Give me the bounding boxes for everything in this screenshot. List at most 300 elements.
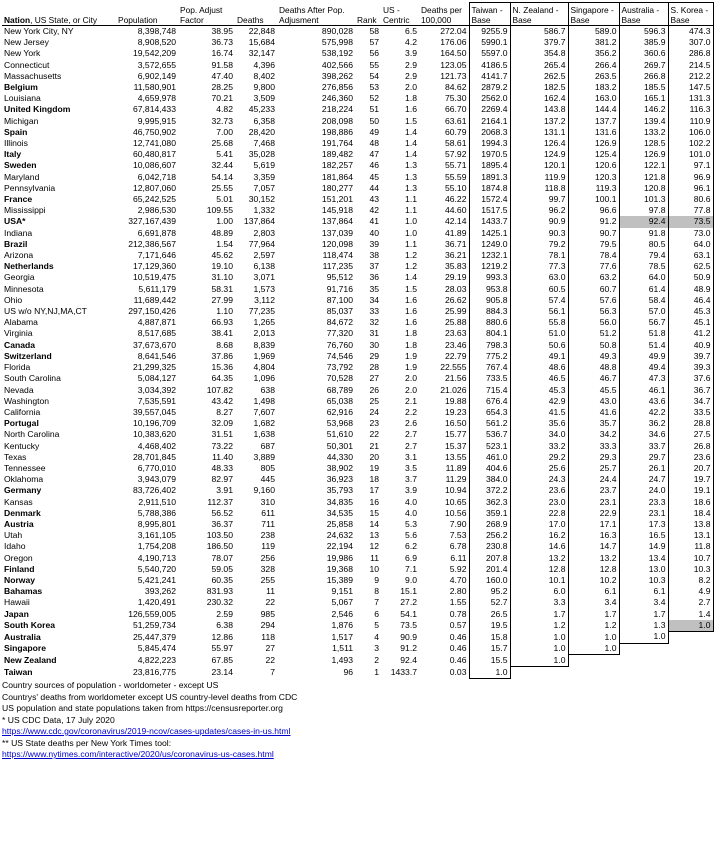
table-cell: 25.99 — [444, 306, 467, 317]
table-cell: 8.2 — [668, 575, 713, 586]
table-cell: 1517.5 — [469, 205, 510, 216]
table-cell: 11,580,901 — [133, 82, 176, 93]
table-row — [2, 429, 713, 440]
table-cell: 118.8 — [510, 183, 568, 194]
table-cell: 3,071 — [253, 272, 275, 283]
table-row — [2, 26, 713, 38]
table-cell: 45,233 — [248, 104, 275, 115]
table-cell: 654.3 — [469, 407, 510, 418]
table-cell: 51.0 — [510, 328, 568, 339]
header-row — [2, 3, 713, 26]
row-name: Mississippi — [4, 205, 46, 216]
table-cell: 8,641,546 — [137, 350, 176, 361]
table-cell: 266.4 — [568, 60, 619, 71]
table-cell: 17.0 — [510, 519, 568, 530]
table-cell: 1,573 — [253, 283, 275, 294]
table-cell: 137.2 — [510, 116, 568, 127]
row-name: Taiwan — [4, 666, 33, 677]
table-cell: 711 — [261, 518, 275, 529]
table-cell: 95.2 — [469, 586, 510, 597]
table-cell: 1219.2 — [469, 261, 510, 272]
table-cell: 2,013 — [253, 328, 275, 339]
table-cell: 9,151 — [331, 586, 353, 597]
header-rank: Rank — [355, 3, 381, 26]
table-cell: 25 — [369, 395, 379, 406]
table-cell: 6.2 — [405, 541, 417, 552]
table-cell: 164.50 — [440, 48, 467, 59]
table-cell: 2.0 — [405, 373, 417, 384]
table-cell: 21.026 — [440, 384, 467, 395]
table-cell: 379.7 — [510, 37, 568, 48]
table-cell: 62.5 — [668, 261, 713, 272]
table-cell: 77.3 — [510, 261, 568, 272]
table-cell: 28.03 — [444, 283, 467, 294]
table-cell: 55.97 — [211, 643, 233, 654]
table-cell: 7 — [374, 597, 379, 608]
table-row — [2, 497, 713, 508]
table-cell: 255 — [260, 574, 275, 585]
table-cell: 6.0 — [510, 586, 568, 597]
table-cell: 3.5 — [405, 462, 417, 473]
footnote-line[interactable] — [2, 726, 297, 738]
table-cell: 18 — [369, 474, 379, 485]
table-cell: 12.86 — [211, 631, 233, 642]
row-name: Italy — [4, 149, 22, 160]
table-row — [2, 351, 713, 362]
table-cell: 60,480,817 — [132, 149, 176, 160]
table-cell: 5.41 — [216, 149, 233, 160]
table-cell: 78.4 — [568, 250, 619, 261]
table-cell: 19.7 — [668, 474, 713, 485]
table-cell: 97.8 — [619, 205, 668, 216]
table-cell: 26.8 — [668, 441, 713, 452]
table-cell: 51,610 — [326, 429, 353, 440]
table-cell: 22 — [369, 429, 379, 440]
row-name: Spain — [4, 126, 28, 137]
covid-deaths-table — [2, 2, 714, 679]
table-cell: 266.8 — [619, 71, 668, 82]
table-cell: 5,084,127 — [137, 373, 176, 384]
table-cell: 79.5 — [568, 239, 619, 250]
table-cell: 7,535,591 — [137, 395, 176, 406]
table-row — [2, 620, 713, 632]
table-cell: 21,299,325 — [132, 362, 176, 373]
table-cell: 77.8 — [668, 205, 713, 216]
row-name: Sweden — [4, 160, 37, 171]
row-name: Utah — [4, 530, 23, 541]
table-cell: 70,528 — [326, 373, 353, 384]
table-cell: 91.2 — [400, 643, 417, 654]
table-cell: 58.31 — [211, 283, 233, 294]
table-cell: 8,908,520 — [137, 37, 176, 48]
table-cell: 9255.9 — [469, 26, 510, 38]
table-cell: 58.61 — [444, 138, 467, 149]
table-cell: 67,814,433 — [132, 104, 176, 115]
table-cell: 137.7 — [568, 116, 619, 127]
table-cell: 13.0 — [619, 564, 668, 575]
table-cell: 48.8 — [568, 362, 619, 373]
table-cell — [510, 667, 568, 679]
table-row — [2, 82, 713, 93]
table-cell: 39,557,045 — [132, 406, 176, 417]
table-cell: 27.5 — [668, 429, 713, 440]
table-cell: 73.5 — [668, 216, 713, 227]
table-cell: 182.5 — [510, 82, 568, 93]
table-cell: 42.9 — [510, 396, 568, 407]
table-cell: 15.1 — [400, 586, 417, 597]
table-cell: 53 — [369, 82, 379, 93]
table-cell: 10,086,607 — [132, 160, 176, 171]
table-row — [2, 149, 713, 160]
row-name: Florida — [4, 362, 31, 373]
table-cell: 55.8 — [510, 317, 568, 328]
table-cell: 121.73 — [440, 70, 467, 81]
table-cell: 5,540,720 — [137, 563, 176, 574]
table-cell: 2,986,530 — [137, 205, 176, 216]
footnotes — [2, 680, 297, 761]
table-cell: 34,535 — [326, 507, 353, 518]
table-cell: 119.3 — [568, 183, 619, 194]
table-cell: 28 — [369, 362, 379, 373]
row-name: South Korea — [4, 620, 56, 631]
table-cell: 63.2 — [568, 272, 619, 283]
table-cell: 13.4 — [619, 553, 668, 564]
table-row — [2, 564, 713, 575]
table-cell: 60.5 — [510, 284, 568, 295]
table-cell: 1.4 — [405, 126, 417, 137]
table-cell: 23.1 — [619, 508, 668, 519]
table-cell: 57.92 — [444, 149, 467, 160]
table-cell: 4,887,871 — [137, 317, 176, 328]
table-cell: 119 — [261, 541, 275, 552]
table-cell: 56.7 — [619, 317, 668, 328]
table-cell: 10.1 — [510, 575, 568, 586]
header-nation: Nation, US State, or City — [2, 3, 116, 26]
table-cell: 1895.4 — [469, 160, 510, 171]
table-cell — [668, 667, 713, 679]
table-cell: 32 — [369, 317, 379, 328]
table-cell: 0.57 — [449, 620, 467, 631]
table-cell: 30,152 — [248, 194, 275, 205]
row-name: Michigan — [4, 115, 39, 126]
table-cell: 16 — [369, 496, 379, 507]
table-cell: 7.90 — [449, 518, 467, 529]
table-cell: 11 — [370, 552, 379, 563]
table-cell: 28,420 — [248, 126, 275, 137]
table-cell: 5597.0 — [469, 48, 510, 59]
table-cell: 12.8 — [568, 564, 619, 575]
row-name: Bahamas — [4, 586, 43, 597]
table-cell: 56.3 — [568, 306, 619, 317]
table-cell: 5,611,179 — [138, 283, 176, 294]
table-cell: 65,242,525 — [132, 194, 176, 205]
table-cell: 1.4 — [668, 609, 713, 620]
table-cell: 163.0 — [568, 93, 619, 104]
table-cell: 831.93 — [206, 586, 233, 597]
table-cell: 96.2 — [510, 205, 568, 216]
table-cell: 56.1 — [510, 306, 568, 317]
table-cell: 13 — [369, 530, 379, 541]
table-cell: 2.80 — [449, 586, 467, 597]
table-cell: 137,864 — [243, 216, 275, 227]
table-cell: 32.44 — [211, 160, 233, 171]
table-cell: 0.78 — [449, 608, 467, 619]
table-cell: 2 — [374, 655, 379, 666]
table-cell: 1.10 — [216, 306, 233, 317]
table-row — [2, 441, 713, 452]
table-cell: 36.71 — [444, 238, 467, 249]
table-cell: 110.9 — [668, 116, 713, 127]
table-cell: 3.1 — [405, 451, 417, 462]
row-name: Portugal — [4, 418, 39, 429]
table-cell: 474.3 — [668, 26, 713, 38]
table-cell: 35.7 — [568, 418, 619, 429]
table-cell: 49 — [369, 126, 379, 137]
table-cell: 191,764 — [321, 138, 353, 149]
table-cell: 27 — [369, 373, 379, 384]
table-cell: 2.0 — [405, 384, 417, 395]
table-cell: 2.7 — [668, 597, 713, 608]
table-cell: 53,968 — [326, 418, 353, 429]
row-name: Netherlands — [4, 261, 54, 272]
header-deaths-adjusted: Deaths After Pop. Adjusment — [277, 3, 355, 26]
table-cell: 39.7 — [668, 351, 713, 362]
table-cell: 101.0 — [668, 149, 713, 160]
table-cell: 46,750,902 — [132, 126, 176, 137]
table-cell — [668, 655, 713, 667]
table-body — [2, 26, 713, 679]
table-cell: 3,161,105 — [137, 530, 176, 541]
table-cell: 586.7 — [510, 26, 568, 38]
table-cell: 1874.8 — [469, 183, 510, 194]
table-cell: 214.5 — [668, 60, 713, 71]
table-cell: 15 — [369, 507, 379, 518]
table-cell: 4,659,978 — [137, 93, 176, 104]
table-cell: 40 — [369, 227, 379, 238]
table-cell: 46.4 — [668, 295, 713, 306]
table-cell: 85,037 — [326, 306, 353, 317]
table-cell: 11,689,442 — [133, 294, 176, 305]
table-cell: 50,301 — [326, 440, 353, 451]
table-cell: 9 — [374, 574, 379, 585]
table-cell: 276,856 — [321, 82, 353, 93]
table-cell: 10,196,709 — [132, 418, 176, 429]
table-cell: 120.8 — [619, 183, 668, 194]
table-cell: 8,517,685 — [137, 328, 176, 339]
table-cell: 13.55 — [444, 451, 467, 462]
table-cell: 8.27 — [216, 406, 233, 417]
table-cell: 45.3 — [668, 306, 713, 317]
footnote-link[interactable]: https://www.cdc.gov/coronavirus/2019-ncov/cases-updates/cases-in-us.html — [2, 726, 291, 736]
table-cell: 55.10 — [444, 182, 467, 193]
table-cell: 1.1 — [405, 205, 417, 216]
table-cell: 22,848 — [248, 26, 275, 36]
footnote-link[interactable]: https://www.nytimes.com/interactive/2020/us/coronavirus-us-cases.html — [2, 749, 274, 759]
table-cell: 384.0 — [469, 474, 510, 485]
table-cell: 19,542,209 — [132, 48, 176, 59]
table-cell: 64.35 — [211, 373, 233, 384]
table-cell: 59.05 — [211, 563, 233, 574]
table-cell: 2.9 — [405, 70, 417, 81]
table-cell: 1425.1 — [469, 228, 510, 239]
table-cell: 13.2 — [568, 553, 619, 564]
table-cell: 3.91 — [216, 485, 233, 496]
table-cell: 1.4 — [405, 138, 417, 149]
table-cell: 120,098 — [321, 238, 353, 249]
table-cell: 2.7 — [405, 429, 417, 440]
table-cell — [619, 667, 668, 679]
table-cell: 137,864 — [321, 216, 353, 227]
table-cell: 16.50 — [444, 418, 467, 429]
table-row — [2, 172, 713, 183]
table-cell: 48 — [369, 138, 379, 149]
table-cell: 121.8 — [619, 172, 668, 183]
table-row — [2, 284, 713, 295]
table-cell: 15.7 — [469, 643, 510, 655]
table-cell: 77,235 — [248, 306, 275, 317]
row-name: Switzerland — [4, 350, 52, 361]
table-cell: 687 — [260, 440, 275, 451]
table-cell: 56 — [369, 48, 379, 59]
table-cell: 1.7 — [510, 609, 568, 620]
table-cell: 25.55 — [211, 182, 233, 193]
table-cell: 596.3 — [619, 26, 668, 38]
table-cell: 65,038 — [326, 395, 353, 406]
row-name: New York City, NY — [4, 26, 74, 36]
table-cell: 49.3 — [568, 351, 619, 362]
table-cell: 1.3 — [619, 620, 668, 632]
table-cell: 52 — [369, 93, 379, 104]
table-cell: 92.4 — [400, 655, 417, 666]
table-cell: 4,822,223 — [137, 655, 176, 666]
table-cell: 106.0 — [668, 127, 713, 138]
table-cell: 1.3 — [405, 160, 417, 171]
table-cell: 43.0 — [568, 396, 619, 407]
table-cell: 49.4 — [619, 362, 668, 373]
table-cell: 4,396 — [253, 59, 275, 70]
table-cell: 1.0 — [405, 216, 417, 227]
table-row — [2, 250, 713, 261]
table-cell: 1.8 — [405, 339, 417, 350]
table-cell: 15,389 — [326, 574, 353, 585]
table-row — [2, 183, 713, 194]
table-cell: 79.2 — [510, 239, 568, 250]
table-cell: 15.37 — [444, 440, 467, 451]
table-cell: 103.50 — [206, 530, 233, 541]
footnote-line: * US CDC Data, 17 July 2020 — [2, 714, 115, 725]
table-cell: 35.83 — [444, 261, 467, 272]
table-cell: 44 — [369, 182, 379, 193]
table-cell: 4.2 — [405, 37, 417, 48]
table-cell: 90.3 — [510, 228, 568, 239]
table-cell: 42 — [369, 205, 379, 216]
table-cell: 48.6 — [510, 362, 568, 373]
table-cell: 26.62 — [444, 294, 467, 305]
row-name: Arizona — [4, 250, 34, 261]
table-cell: 4,468,402 — [137, 440, 176, 451]
table-cell: 3.3 — [510, 597, 568, 608]
table-cell: 96.6 — [568, 205, 619, 216]
header-singapore-base: Singapore - Base — [568, 3, 619, 26]
table-cell: 6.38 — [216, 620, 233, 631]
table-cell: 6 — [374, 608, 379, 619]
table-cell: 57 — [369, 37, 379, 48]
footnote-line[interactable] — [2, 749, 297, 761]
table-cell: 96 — [343, 666, 353, 677]
table-cell: 1433.7 — [390, 666, 417, 677]
table-cell: 55 — [369, 59, 379, 70]
table-cell: 25.6 — [510, 463, 568, 474]
table-cell: 15.36 — [211, 362, 233, 373]
table-cell: 1.8 — [405, 328, 417, 339]
table-row — [2, 362, 713, 373]
table-cell: 0.03 — [449, 666, 467, 677]
table-cell: 31 — [369, 328, 379, 339]
table-row — [2, 530, 713, 541]
table-cell: 3,034,392 — [137, 384, 176, 395]
table-row — [2, 407, 713, 418]
table-row — [2, 452, 713, 463]
table-row — [2, 116, 713, 127]
table-cell: 5.6 — [405, 530, 417, 541]
table-cell: 1.2 — [510, 620, 568, 632]
table-cell: 23.0 — [510, 497, 568, 508]
table-cell: 23.14 — [211, 666, 233, 677]
table-cell: 102.2 — [668, 138, 713, 149]
table-cell: 21.56 — [444, 373, 467, 384]
table-cell: 75.30 — [444, 93, 467, 104]
table-cell: 4,190,713 — [137, 552, 176, 563]
table-cell: 70.21 — [211, 93, 233, 104]
table-cell: 953.8 — [469, 284, 510, 295]
table-cell: 66.93 — [211, 317, 233, 328]
table-cell — [568, 667, 619, 679]
table-cell: 5.92 — [449, 563, 467, 574]
table-row — [2, 228, 713, 239]
table-cell: 1.7 — [568, 609, 619, 620]
table-cell: 7,057 — [253, 182, 275, 193]
table-cell: 2.1 — [405, 395, 417, 406]
table-cell: 3,572,655 — [137, 59, 176, 70]
table-cell: 381.2 — [568, 37, 619, 48]
table-cell: 51.8 — [619, 328, 668, 339]
table-cell: 1232.1 — [469, 250, 510, 261]
table-cell: 798.3 — [469, 340, 510, 351]
table-cell: 6,770,010 — [137, 462, 176, 473]
table-cell: 82.97 — [211, 474, 233, 485]
table-cell: 126.4 — [510, 138, 568, 149]
table-cell: 48.89 — [211, 227, 233, 238]
table-row — [2, 373, 713, 384]
table-cell: 6.1 — [568, 586, 619, 597]
table-cell: 19,368 — [326, 563, 353, 574]
table-cell: 43.42 — [211, 395, 233, 406]
table-cell: 185.5 — [619, 82, 668, 93]
table-cell: 8,995,801 — [137, 518, 176, 529]
table-cell: 63.0 — [510, 272, 568, 283]
table-cell: 112.37 — [207, 496, 233, 507]
row-name: Kansas — [4, 496, 33, 507]
table-cell: 183.2 — [568, 82, 619, 93]
header-us-centric: US - Centric — [381, 3, 419, 26]
table-cell: 91,716 — [326, 283, 353, 294]
table-cell: 23.63 — [444, 328, 467, 339]
table-cell: 10.3 — [619, 575, 668, 586]
table-cell: 733.5 — [469, 373, 510, 384]
table-cell: 3.7 — [405, 474, 417, 485]
table-cell: 5,788,386 — [137, 507, 176, 518]
table-cell: 44,330 — [326, 451, 353, 462]
